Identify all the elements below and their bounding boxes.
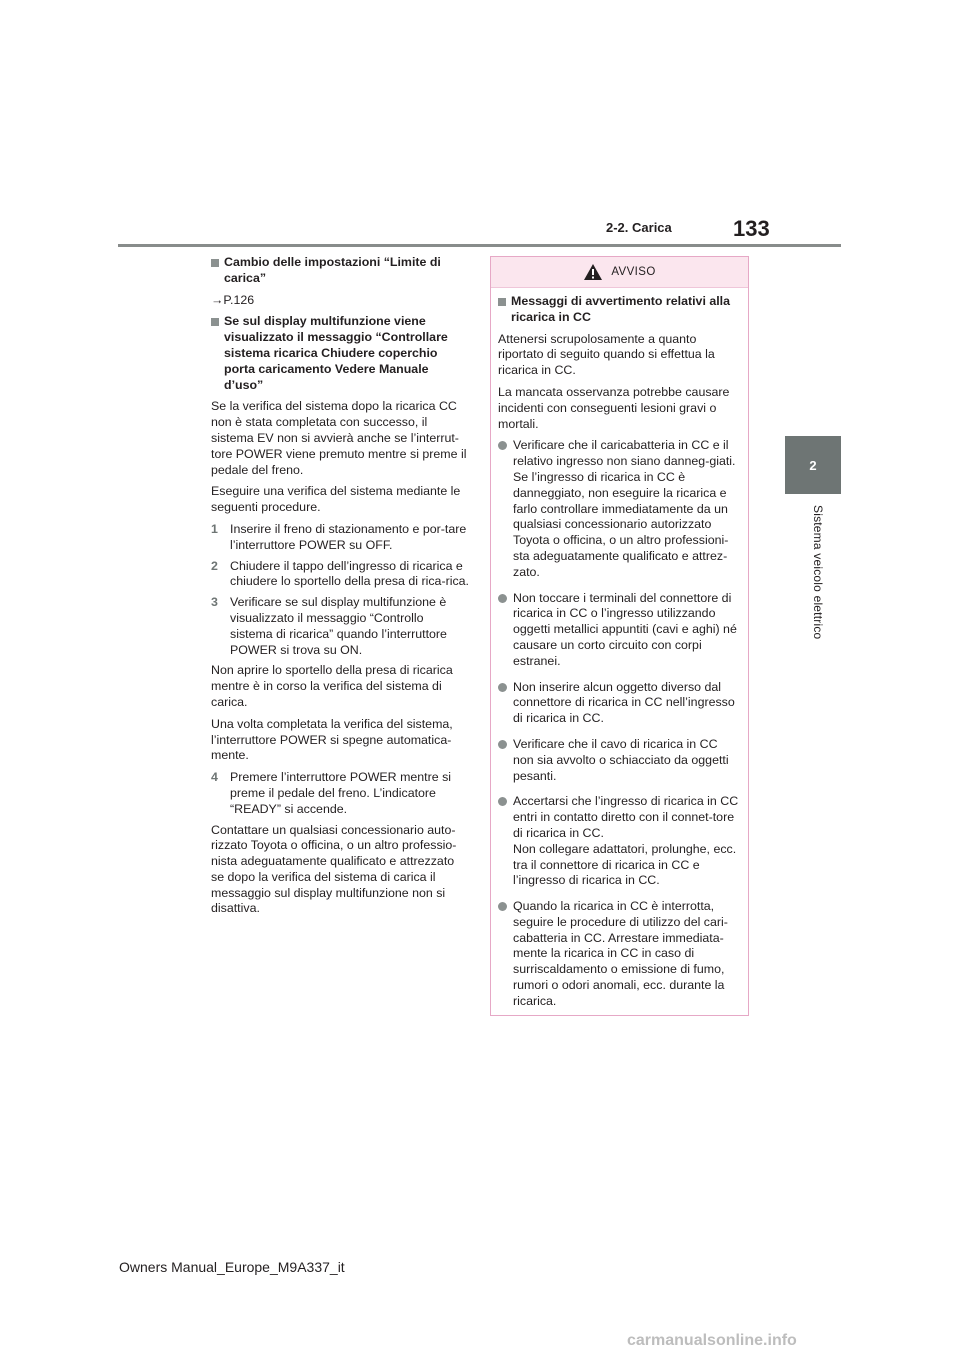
warning-header bbox=[491, 257, 748, 288]
section-title: 2-2. Carica bbox=[606, 220, 672, 235]
paragraph: La mancata osservanza potrebbe causare incidenti con conseguenti lesioni gravi o mortali. bbox=[498, 384, 730, 431]
bullet-text: Non toccare i terminali del connettore di ricarica in CC o l’ingresso utilizzando oggetti metallici appuntiti (cavi e aghi) né causare un corto circuito con corpi estranei. bbox=[513, 590, 737, 668]
round-bullet-icon bbox=[498, 797, 507, 806]
heading-text: Se sul display multifunzione viene visualizzato il messaggio “Controllare sistema ricarica Chiudere coperchio porta caricamento Vedere Manuale d’uso” bbox=[224, 314, 448, 392]
bullet-text: Non inserire alcun oggetto diverso dal connettore di ricarica in CC nell’ingresso di ricarica in CC. bbox=[513, 679, 735, 726]
round-bullet-icon bbox=[498, 740, 507, 749]
chapter-label: Sistema veicolo elettrico bbox=[811, 505, 825, 640]
paragraph: Attenersi scrupolosamente a quanto riportato di seguito quando si effettua la ricarica in CC. bbox=[498, 331, 715, 378]
warning-bullet bbox=[498, 899, 741, 1010]
round-bullet-icon bbox=[498, 902, 507, 911]
round-bullet-icon bbox=[498, 594, 507, 603]
warning-bullet bbox=[498, 737, 741, 784]
subsection-heading bbox=[211, 314, 469, 393]
square-bullet-icon bbox=[498, 298, 506, 306]
paragraph: Non aprire lo sportello della presa di ricarica mentre è in corso la verifica del sistema di carica. bbox=[211, 663, 453, 709]
warning-title: AVVISO bbox=[611, 266, 656, 278]
page-reference: →P.126 bbox=[211, 292, 255, 307]
step-text: Chiudere il tappo dell’ingresso di ricarica e chiudere lo sportello della presa di rica-rica. bbox=[230, 558, 469, 589]
square-bullet-icon bbox=[211, 318, 219, 326]
paragraph: Contattare un qualsiasi concessionario auto-rizzato Toyota o officina, o un altro professio-nista adeguatamente qualificato e attrezzato se dopo la verifica del sistema di carica il messaggio sul display multifunzione non si disattiva. bbox=[211, 822, 457, 916]
chapter-number: 2 bbox=[809, 457, 817, 473]
step-number: 1 bbox=[211, 521, 218, 536]
procedure-step bbox=[211, 522, 469, 554]
paragraph: Una volta completata la verifica del sistema, l’interruttore POWER si spegne automatica-mente. bbox=[211, 716, 453, 763]
round-bullet-icon bbox=[498, 683, 507, 692]
watermark: carmanualsonline.info bbox=[627, 1332, 797, 1349]
step-number: 4 bbox=[211, 770, 218, 785]
bullet-text: Verificare che il cavo di ricarica in CC non sia avvolto o schiacciato da oggetti pesanti. bbox=[513, 736, 729, 783]
heading-text: Cambio delle impostazioni “Limite di carica” bbox=[224, 255, 441, 285]
chapter-tab bbox=[785, 436, 841, 494]
square-bullet-icon bbox=[211, 259, 219, 267]
warning-bullet bbox=[498, 794, 741, 889]
warning-bullet bbox=[498, 591, 741, 670]
warning-box bbox=[490, 256, 749, 1016]
bullet-text: Quando la ricarica in CC è interrotta, seguire le procedure di utilizzo del cari-cabatteria in CC. Arrestare immediata-mente la ricarica in CC in caso di surriscaldamento o emissione di fumo, rumori o odori anomali, ecc. durante la ricarica. bbox=[513, 899, 728, 1008]
left-column bbox=[211, 255, 469, 923]
warning-bullet bbox=[498, 680, 741, 727]
step-number: 2 bbox=[211, 558, 218, 573]
heading-text: Messaggi di avvertimento relativi alla ricarica in CC bbox=[511, 294, 730, 324]
bullet-text: Accertarsi che l’ingresso di ricarica in CC entri in contatto diretto con il connet-tore di ricarica in CC. Non collegare adattatori, prolunghe, ecc. tra il connettore di ricarica in CC e l’ingresso di ricarica in CC. bbox=[513, 794, 739, 888]
page-number: 133 bbox=[733, 216, 770, 241]
step-number: 3 bbox=[211, 595, 218, 610]
procedure-step bbox=[211, 559, 469, 591]
procedure-step bbox=[211, 770, 469, 817]
round-bullet-icon bbox=[498, 441, 507, 450]
bullet-text: Verificare che il caricabatteria in CC e il relativo ingresso non siano danneg-giati. Se l’ingresso di ricarica in CC è danneggiato, non eseguire la ricarica e farlo controllare immediatamente da un qualsiasi concessionario autorizzato Toyota o officina, o un altro professioni-sta adeguatamente qualificato e attrez-zato. bbox=[513, 438, 736, 579]
header-divider bbox=[118, 244, 841, 247]
warning-bullet bbox=[498, 438, 741, 580]
paragraph: Eseguire una verifica del sistema mediante le seguenti procedure. bbox=[211, 484, 461, 515]
step-text: Inserire il freno di stazionamento e por-tare l’interruttore POWER su OFF. bbox=[230, 521, 467, 552]
paragraph: Se la verifica del sistema dopo la ricarica CC non è stata completata con successo, il sistema EV non si avvierà anche se l’interrut-tore POWER viene premuto mentre si preme il pedale del freno. bbox=[211, 399, 467, 477]
step-text: Verificare se sul display multifunzione è visualizzato il messaggio “Controllo sistema di ricarica” quando l’interruttore POWER si trova su ON. bbox=[230, 595, 447, 657]
footer-text: Owners Manual_Europe_M9A337_it bbox=[119, 1259, 345, 1275]
warning-triangle-icon bbox=[583, 263, 603, 281]
step-text: Premere l’interruttore POWER mentre si preme il pedale del freno. L’indicatore “READY” si accende. bbox=[230, 770, 452, 816]
procedure-step bbox=[211, 595, 469, 658]
subsection-heading bbox=[211, 255, 469, 287]
warning-heading bbox=[498, 294, 741, 326]
warning-content bbox=[491, 288, 748, 1010]
